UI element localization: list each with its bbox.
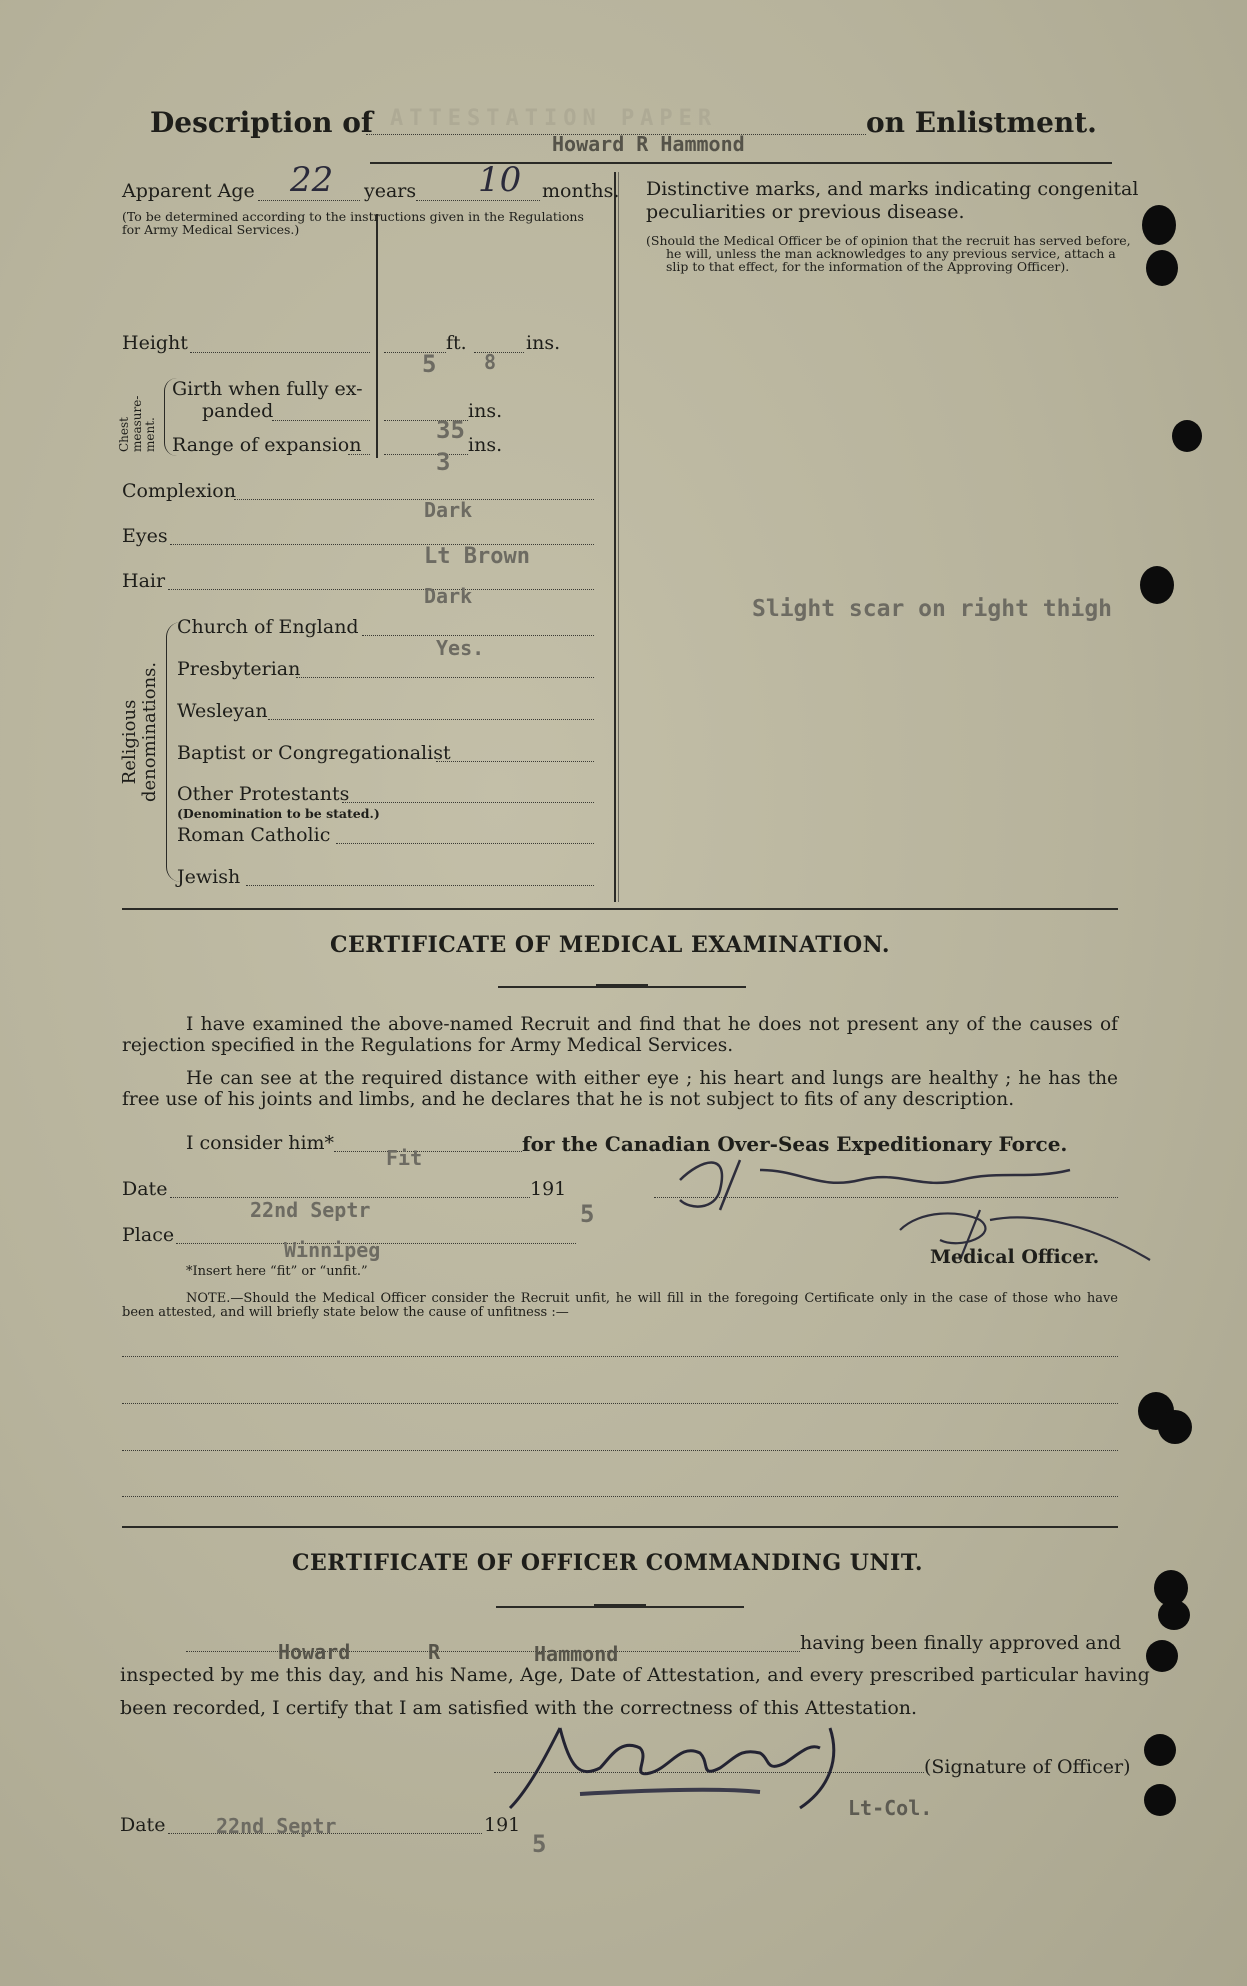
commanding-line-1: having been finally approved and [800, 1632, 1121, 1654]
punch-hole [1158, 1410, 1192, 1444]
height-ins-label: ins. [526, 332, 561, 354]
commanding-name-last: Hammond [534, 1642, 619, 1666]
age-years-line [258, 200, 360, 201]
chest-measurement-label: Chest measure- ment. [117, 395, 157, 452]
baptist-line [436, 761, 594, 762]
consider-label: I consider him* [186, 1132, 335, 1154]
range-value-line [384, 454, 468, 455]
unfit-line-3 [122, 1450, 1118, 1451]
girth-value: 35 [436, 416, 465, 444]
marks-value: Slight scar on right thigh [752, 596, 1113, 622]
punch-hole [1144, 1734, 1176, 1766]
medical-date-value: 22nd Septr [250, 1198, 371, 1222]
commanding-year-prefix: 191 [484, 1814, 521, 1836]
complexion-value: Dark [424, 498, 473, 522]
ft-label: ft. [446, 332, 467, 354]
range-line [348, 454, 370, 455]
range-value: 3 [436, 448, 451, 476]
punch-hole [1172, 420, 1202, 452]
height-ft-value: 5 [422, 350, 437, 378]
marks-heading-2: peculiarities or previous disease. [646, 201, 965, 223]
girth-label-2: panded [202, 400, 274, 422]
range-label: Range of expansion [172, 434, 362, 456]
medical-year-suffix: 5 [580, 1200, 595, 1228]
measure-divider [376, 214, 378, 458]
medical-year-prefix: 191 [530, 1178, 567, 1200]
girth-ins-label: ins. [468, 400, 503, 422]
punch-hole [1144, 1784, 1176, 1816]
unfit-line-1 [122, 1356, 1118, 1357]
height-label: Height [122, 332, 188, 354]
girth-label-1: Girth when fully ex- [172, 378, 363, 400]
height-ins-value: 8 [484, 350, 497, 374]
unfit-note: NOTE.—Should the Medical Officer consider the Recruit unfit, he will fill in the foregoing Certificate only in the case of those who have been attested, and will briefly state below the cause of unfitness :— [122, 1291, 1118, 1320]
signature-of-officer-label: (Signature of Officer) [924, 1756, 1131, 1778]
punch-hole [1146, 1640, 1178, 1672]
height-ft-line [384, 352, 446, 353]
commanding-name-first: Howard [278, 1640, 351, 1664]
punch-hole [1140, 566, 1174, 604]
punch-hole [1142, 205, 1176, 245]
wesleyan-line [268, 719, 594, 720]
commanding-title: CERTIFICATE OF OFFICER COMMANDING UNIT. [292, 1550, 924, 1576]
section-rule-commanding [122, 1526, 1118, 1528]
religion-baptist: Baptist or Congregationalist [177, 742, 451, 764]
for-cef-label: for the Canadian Over-Seas Expeditionary Force. [522, 1132, 1068, 1156]
medical-place-label: Place [122, 1224, 175, 1246]
complexion-line [234, 499, 594, 500]
commanding-name-mid: R [428, 1640, 441, 1664]
consider-value: Fit [386, 1146, 423, 1170]
medical-para-1: I have examined the above-named Recruit and find that he does not present any of the causes of rejection specified in the Regulations for Army Medical Services. [122, 1014, 1118, 1056]
other-protestants-line [342, 802, 594, 803]
religion-other-protestants: Other Protestants [177, 783, 350, 805]
height-ins-line [474, 352, 524, 353]
complexion-label: Complexion [122, 480, 236, 502]
marks-note: (Should the Medical Officer be of opinion that the recruit has served before, he will, unless the man acknowledges to any previous service, attach a slip to that effect, for the information of the Approving Officer). [646, 233, 1131, 274]
hair-line [168, 589, 594, 590]
religion-value: Yes. [436, 636, 485, 660]
medical-para-2: He can see at the required distance with either eye ; his heart and lungs are healthy ; he has the free use of his joints and limbs, and he declares that he is not subject to fits of any description. [122, 1068, 1118, 1110]
commanding-date-label: Date [120, 1814, 166, 1836]
commanding-date-value: 22nd Septr [216, 1814, 337, 1838]
section-rule-medical [122, 908, 1118, 910]
medical-title-rule-center [596, 984, 648, 988]
recruit-name: Howard R Hammond [552, 132, 745, 156]
consider-line [334, 1151, 522, 1152]
rc-line [336, 843, 594, 844]
religion-wesleyan: Wesleyan [177, 700, 268, 722]
commanding-line-2: inspected by me this day, and his Name, Age, Date of Attestation, and every prescribed particular having [120, 1664, 1150, 1686]
religion-church-of-england: Church of England [177, 616, 359, 638]
age-years-value: 22 [290, 160, 334, 200]
religion-jewish: Jewish [177, 866, 241, 888]
jewish-line [246, 885, 594, 886]
commanding-rank: Lt-Col. [848, 1796, 933, 1820]
medical-officer-label: Medical Officer. [930, 1246, 1100, 1268]
commanding-line-3: been recorded, I certify that I am satisfied with the correctness of this Attestation. [120, 1697, 918, 1719]
title-right: on Enlistment. [866, 106, 1097, 139]
hair-label: Hair [122, 570, 166, 592]
eyes-value: Lt Brown [424, 544, 530, 569]
insert-note: *Insert here “fit” or “unfit.” [186, 1264, 368, 1279]
title-left: Description of [150, 106, 373, 139]
age-months-line [416, 200, 540, 201]
center-divider [614, 172, 616, 902]
marks-heading-1: Distinctive marks, and marks indicating congenital [646, 178, 1139, 200]
range-ins-label: ins. [468, 434, 503, 456]
medical-date-label: Date [122, 1178, 168, 1200]
presbyterian-line [296, 677, 594, 678]
height-line [190, 352, 370, 353]
religion-label: Religious denominations. [119, 661, 160, 802]
unfit-line-4 [122, 1496, 1118, 1497]
religion-roman-catholic: Roman Catholic [177, 824, 331, 846]
age-note: (To be determined according to the instructions given in the Regulations for Army Medical Services.) [122, 209, 584, 237]
center-divider-2 [618, 172, 619, 902]
age-months-value: 10 [478, 160, 522, 200]
girth-line [272, 420, 370, 421]
medical-title: CERTIFICATE OF MEDICAL EXAMINATION. [330, 932, 890, 958]
months-label: months. [542, 180, 620, 202]
faded-stamp: ATTESTATION PAPER [390, 106, 718, 131]
religion-other-note: (Denomination to be stated.) [177, 806, 380, 821]
unfit-line-2 [122, 1403, 1118, 1404]
commanding-year-suffix: 5 [532, 1830, 547, 1858]
hair-value: Dark [424, 584, 473, 608]
apparent-age-label: Apparent Age [122, 180, 255, 202]
name-dotted-line [366, 134, 866, 135]
eyes-line [170, 544, 594, 545]
years-label: years [364, 180, 417, 202]
eyes-label: Eyes [122, 525, 168, 547]
punch-hole [1146, 250, 1178, 286]
medical-place-value: Winnipeg [284, 1238, 381, 1262]
commanding-title-rule-center [594, 1604, 646, 1608]
punch-hole [1158, 1600, 1190, 1630]
religion-presbyterian: Presbyterian [177, 658, 301, 680]
